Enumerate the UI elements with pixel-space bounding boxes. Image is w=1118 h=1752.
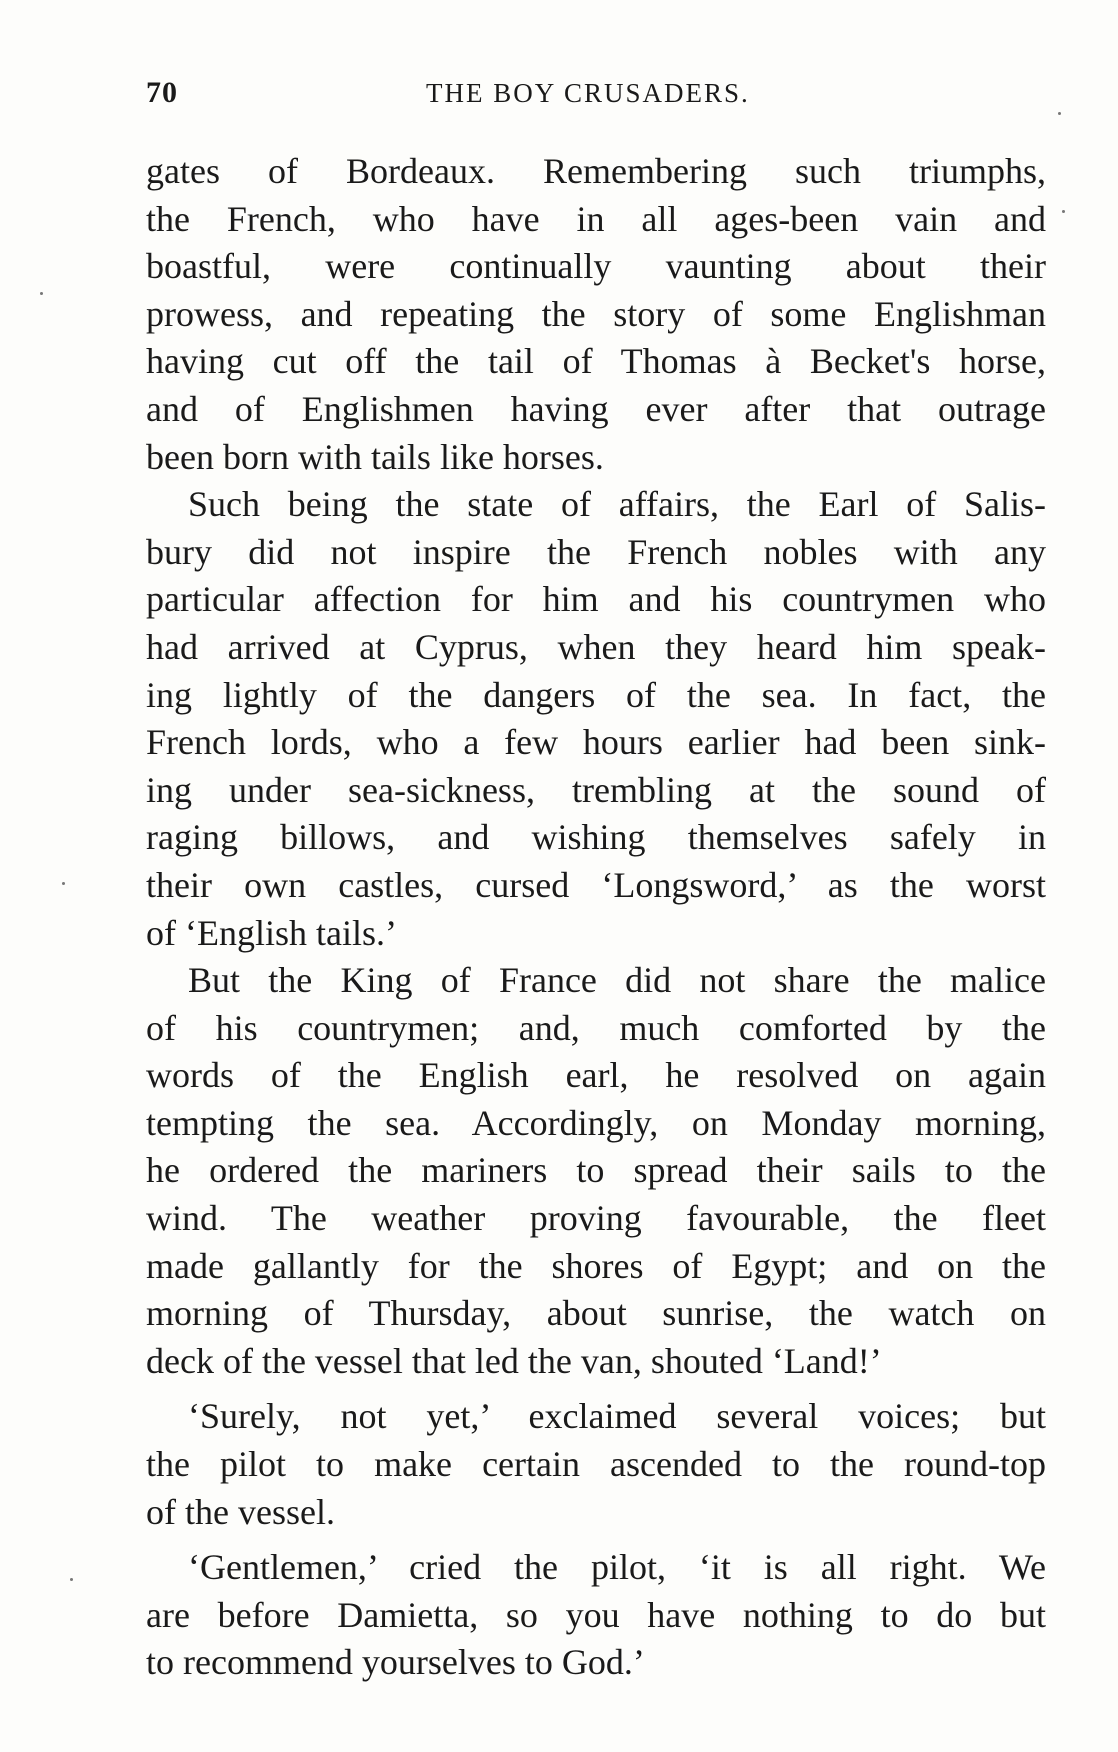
text-line: boastful, were continually vaunting about their [146,246,1046,287]
text-line: made gallantly for the shores of Egypt; and on the [146,1245,1046,1286]
text-line: raging billows, and wishing themselves safely in [146,817,1046,858]
page-number: 70 [146,76,178,109]
text-line: of the vessel. [146,1491,335,1532]
print-speck [70,1578,73,1581]
paragraph [146,481,1046,957]
paragraph [146,1544,1046,1687]
text-line: words of the English earl, he resolved on again [146,1055,1046,1096]
text-line: he ordered the mariners to spread their sails to the [146,1150,1046,1191]
text-line: been born with tails like horses. [146,436,604,477]
text-line: morning of Thursday, about sunrise, the watch on [146,1293,1046,1334]
text-line: particular affection for him and his countrymen who [146,579,1046,620]
text-line: of his countrymen; and, much comforted by the [146,1007,1046,1048]
text-line: prowess, and repeating the story of some Englishman [146,293,1046,334]
text-line: ‘Gentlemen,’ cried the pilot, ‘it is all right. We [188,1547,1046,1588]
print-speck [1058,112,1061,115]
text-line: ing lightly of the dangers of the sea. In fact, the [146,674,1046,715]
print-speck [1062,210,1065,213]
paragraph [146,957,1046,1385]
text-line: of ‘English tails.’ [146,912,397,953]
text-line: Such being the state of affairs, the Earl of Salis- [188,484,1046,525]
text-line: the pilot to make certain ascended to the round-top [146,1444,1046,1485]
paragraph [146,1393,1046,1536]
text-line: wind. The weather proving favourable, the fleet [146,1198,1046,1239]
paragraph [146,148,1046,481]
text-line: ing under sea-sickness, trembling at the sound of [146,769,1046,810]
running-title: THE BOY CRUSADERS. [426,78,750,108]
text-line: French lords, who a few hours earlier had been sink- [146,722,1046,763]
text-line: are before Damietta, so you have nothing to do but [146,1594,1046,1635]
text-line: had arrived at Cyprus, when they heard him speak- [146,626,1046,667]
paragraph-gap [146,1385,1046,1393]
text-line: bury did not inspire the French nobles with any [146,531,1046,572]
text-line: their own castles, cursed ‘Longsword,’ as the worst [146,864,1046,905]
print-speck [40,292,43,295]
text-line: gates of Bordeaux. Remembering such triumphs, [146,151,1046,191]
text-line: But the King of France did not share the malice [188,960,1046,1001]
text-line: the French, who have in all ages-been vain and [146,198,1046,239]
body-text [146,148,1046,1687]
text-line: to recommend yourselves to God.’ [146,1642,645,1683]
text-line: deck of the vessel that led the van, shouted ‘Land!’ [146,1340,882,1381]
print-speck [62,882,65,885]
text-line: tempting the sea. Accordingly, on Monday morning, [146,1102,1046,1143]
paragraph-gap [146,1536,1046,1544]
text-line: ‘Surely, not yet,’ exclaimed several voices; but [188,1396,1046,1437]
page-header [146,76,1046,116]
text-line: and of Englishmen having ever after that outrage [146,388,1046,429]
text-line: having cut off the tail of Thomas à Becket's horse, [146,341,1046,382]
